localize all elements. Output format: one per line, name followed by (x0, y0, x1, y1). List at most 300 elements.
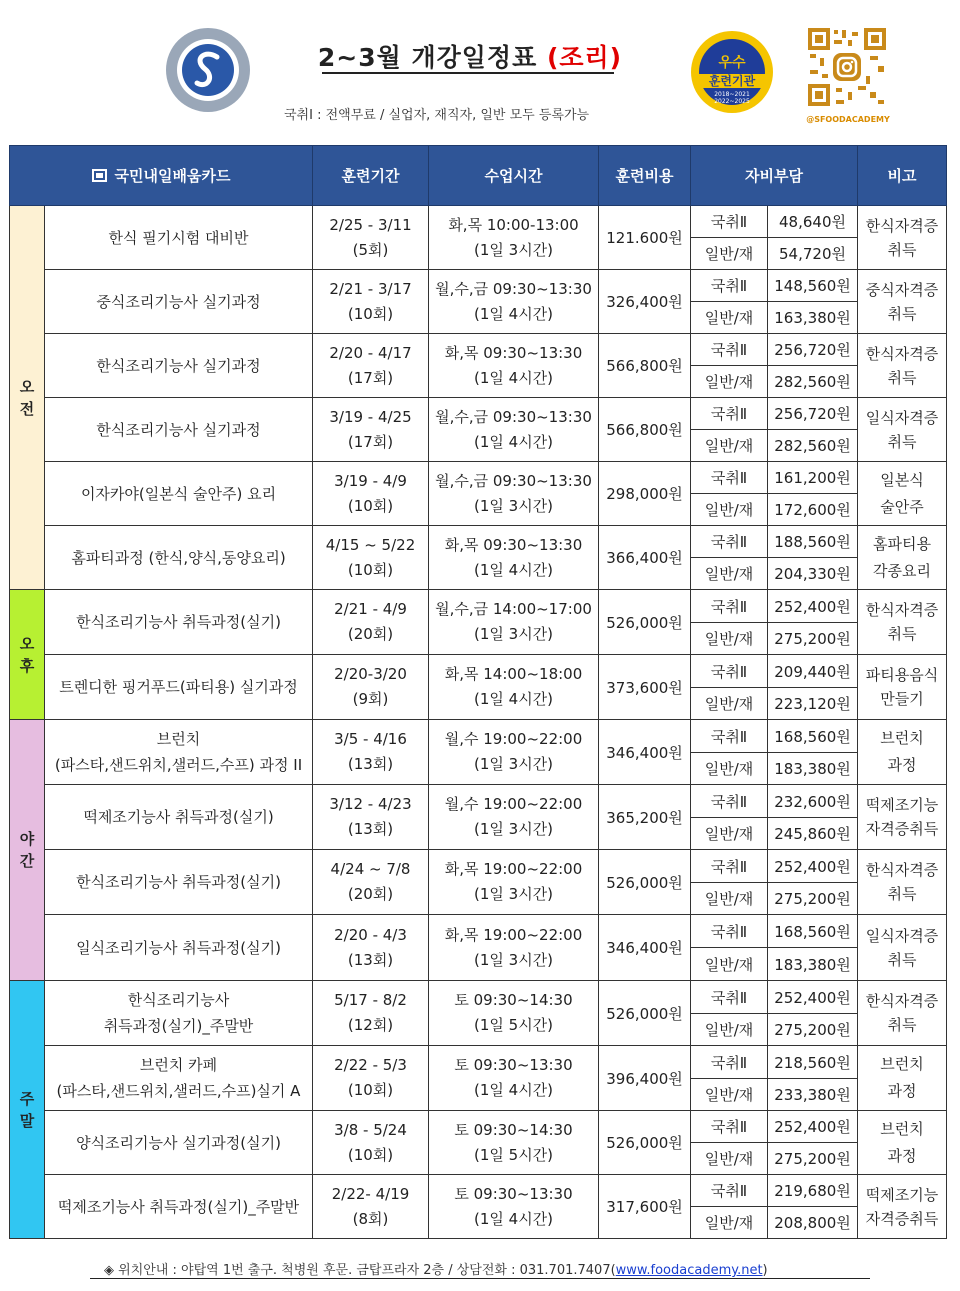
training-period (313, 1111, 429, 1175)
self-pay-type: 국취Ⅱ (691, 785, 768, 818)
text-line: 2/22- 4/19 (331, 1184, 410, 1203)
course-name (45, 850, 313, 915)
training-period (313, 915, 429, 981)
self-pay-amount: 219,680원 (768, 1175, 858, 1207)
text-line: 브런치 (880, 1055, 924, 1073)
table-row (10, 206, 947, 238)
self-pay-amount: 232,600원 (768, 785, 858, 818)
class-time (429, 462, 599, 526)
table-row (10, 1046, 947, 1079)
section-label: 주 말 (10, 981, 45, 1239)
text-line: 월,수,금 09:30~13:30 (435, 407, 592, 426)
text-line: (10회) (347, 1081, 394, 1099)
remark (858, 526, 947, 590)
class-time (429, 1111, 599, 1175)
text-line: (1일 3시간) (474, 496, 554, 515)
training-period (313, 334, 429, 398)
self-pay-amount: 245,860원 (768, 818, 858, 850)
text-line: 2/22 - 5/3 (334, 1056, 407, 1074)
self-pay-amount: 172,600원 (768, 494, 858, 526)
text-line: 취득 (887, 304, 917, 323)
footer-close: ) (762, 1263, 768, 1278)
self-pay-type: 국취Ⅱ (691, 720, 768, 753)
self-pay-amount: 256,720원 (768, 334, 858, 366)
self-pay-amount: 223,120원 (768, 688, 858, 720)
self-pay-type: 일반/재 (691, 948, 768, 981)
text-line: 한식자격증 (865, 992, 939, 1010)
self-pay-amount: 275,200원 (768, 883, 858, 915)
section-label: 오 전 (10, 206, 45, 590)
text-line: 한식조리기능사 (127, 991, 230, 1009)
text-line: 과정 (887, 1082, 917, 1100)
self-pay-type: 국취Ⅱ (691, 590, 768, 623)
self-pay-type: 국취Ⅱ (691, 270, 768, 302)
class-time (429, 981, 599, 1046)
text-line: (1일 3시간) (474, 820, 554, 838)
course-name (45, 334, 313, 398)
self-pay-amount: 148,560원 (768, 270, 858, 302)
table-row (10, 526, 947, 558)
self-pay-amount: 168,560원 (768, 915, 858, 948)
remark (858, 1175, 947, 1239)
table-row (10, 462, 947, 494)
text-line: 월,수,금 09:30~13:30 (435, 279, 592, 298)
table-row (10, 981, 947, 1014)
training-cost: 121.600원 (599, 206, 691, 270)
text-line: 화,목 09:30~13:30 (444, 343, 583, 362)
course-name (45, 1175, 313, 1239)
text-line: 3/19 - 4/25 (329, 407, 412, 426)
training-period (313, 206, 429, 270)
text-line: 월,수,금 09:30~13:30 (435, 471, 592, 490)
self-pay-type: 일반/재 (691, 238, 768, 270)
training-period (313, 590, 429, 655)
self-pay-amount: 204,330원 (768, 558, 858, 590)
text-line: 떡제조기능사 취득과정(실기) (83, 808, 274, 826)
self-pay-type: 일반/재 (691, 1079, 768, 1111)
badge-top-text: 우수 (718, 55, 746, 71)
text-line: 한식조리기능사 취득과정(실기) (76, 613, 281, 631)
remark (858, 785, 947, 850)
text-line: 화,목 19:00~22:00 (444, 860, 583, 878)
text-line: 5/17 - 8/2 (334, 991, 407, 1009)
training-cost: 526,000원 (599, 850, 691, 915)
text-line: 한식 필기시험 대비반 (108, 228, 249, 247)
text-line: 화,목 14:00~18:00 (444, 665, 583, 683)
remark (858, 850, 947, 915)
text-line: (10회) (347, 1145, 394, 1164)
remark (858, 915, 947, 981)
title-category: (조리) (546, 43, 623, 72)
badge-years-text: 2018~2021 (714, 91, 750, 98)
self-pay-type: 국취Ⅱ (691, 334, 768, 366)
text-line: (1일 3시간) (474, 950, 554, 969)
text-line: 토 09:30~13:30 (454, 1184, 573, 1203)
instagram-handle: @SFOODACADEMY (806, 115, 890, 124)
text-line: 브런치 (156, 730, 201, 748)
training-period (313, 1175, 429, 1239)
self-pay-type: 국취Ⅱ (691, 1046, 768, 1079)
schedule-table (9, 145, 947, 1239)
course-name (45, 206, 313, 270)
training-cost: 566,800원 (599, 334, 691, 398)
text-line: 취득 (887, 950, 917, 969)
remark (858, 981, 947, 1046)
course-name (45, 398, 313, 462)
text-line: 홈파티용 (873, 534, 931, 553)
text-line: (5회) (352, 240, 389, 259)
self-pay-type: 국취Ⅱ (691, 655, 768, 688)
text-line: 양식조리기능사 실기과정(실기) (76, 1133, 281, 1152)
self-pay-amount: 233,380원 (768, 1079, 858, 1111)
text-line: (1일 3시간) (474, 240, 554, 259)
self-pay-amount: 48,640원 (768, 206, 858, 238)
self-pay-type: 일반/재 (691, 623, 768, 655)
table-row (10, 785, 947, 818)
text-line: (10회) (347, 496, 394, 515)
remark (858, 334, 947, 398)
self-pay-amount: 183,380원 (768, 753, 858, 785)
text-line: 월,수 19:00~22:00 (444, 730, 583, 748)
self-pay-amount: 282,560원 (768, 366, 858, 398)
text-line: 한식조리기능사 실기과정 (96, 356, 261, 375)
course-name (45, 526, 313, 590)
course-name (45, 720, 313, 785)
class-time (429, 334, 599, 398)
self-pay-type: 일반/재 (691, 558, 768, 590)
training-period (313, 850, 429, 915)
text-line: 일본식 (880, 470, 924, 489)
self-pay-amount: 282,560원 (768, 430, 858, 462)
section-label: 야 간 (10, 720, 45, 981)
text-line: (13회) (347, 950, 394, 969)
text-line: 중식조리기능사 실기과정 (96, 292, 261, 311)
text-line: (13회) (347, 755, 394, 773)
text-line: (파스타,샌드위치,샐러드,수프)실기 A (56, 1082, 301, 1100)
text-line: 각종요리 (873, 561, 931, 580)
footer-info (104, 1259, 768, 1278)
text-line: 취득 (887, 432, 917, 451)
title-underline (322, 72, 614, 74)
training-cost: 566,800원 (599, 398, 691, 462)
text-line: 화,목 09:30~13:30 (444, 535, 583, 554)
text-line: 트렌디한 핑거푸드(파티용) 실기과정 (59, 678, 298, 696)
table-row (10, 334, 947, 366)
training-cost: 396,400원 (599, 1046, 691, 1111)
text-line: 취득 (887, 625, 917, 643)
text-line: 한식조리기능사 취득과정(실기) (76, 873, 281, 891)
training-period (313, 785, 429, 850)
header-note: 비고 (858, 146, 947, 206)
self-pay-type: 일반/재 (691, 753, 768, 785)
self-pay-amount: 275,200원 (768, 1143, 858, 1175)
subtitle: 국취Ⅰ : 전액무료 / 실업자, 재직자, 일반 모두 등록가능 (284, 108, 590, 123)
text-line: (파스타,샌드위치,샐러드,수프) 과정 II (54, 756, 303, 774)
course-name (45, 590, 313, 655)
text-line: 토 09:30~14:30 (454, 991, 573, 1009)
text-line: 한식자격증 (865, 601, 939, 619)
text-line: 월,수 19:00~22:00 (444, 795, 583, 813)
text-line: 2/20-3/20 (334, 665, 407, 683)
class-time (429, 398, 599, 462)
text-line: (1일 4시간) (474, 560, 554, 579)
self-pay-amount: 252,400원 (768, 590, 858, 623)
text-line: 2/21 - 3/17 (329, 279, 412, 298)
training-cost: 346,400원 (599, 915, 691, 981)
self-pay-amount: 54,720원 (768, 238, 858, 270)
self-pay-type: 일반/재 (691, 430, 768, 462)
text-line: 취득 (887, 1016, 917, 1034)
text-line: 2/25 - 3/11 (329, 215, 412, 234)
text-line: (9회) (352, 690, 389, 708)
self-pay-type: 국취Ⅱ (691, 1175, 768, 1207)
text-line: 토 09:30~13:30 (454, 1056, 573, 1074)
self-pay-type: 일반/재 (691, 1014, 768, 1046)
text-line: 떡제조기능 (865, 1185, 939, 1204)
remark (858, 462, 947, 526)
text-line: (8회) (352, 1209, 389, 1228)
course-name (45, 981, 313, 1046)
text-line: 한식자격증 (865, 861, 939, 879)
text-line: (10회) (347, 304, 394, 323)
text-line: 일식조리기능사 취득과정(실기) (76, 938, 281, 957)
text-line: (1일 4시간) (474, 690, 554, 708)
text-line: 토 09:30~14:30 (454, 1120, 573, 1139)
self-pay-type: 일반/재 (691, 818, 768, 850)
text-line: 한식자격증 (865, 344, 939, 363)
self-pay-type: 일반/재 (691, 1207, 768, 1239)
text-line: 자격증취득 (865, 1209, 939, 1228)
course-name (45, 1046, 313, 1111)
text-line: 일식자격증 (865, 408, 939, 427)
training-cost: 298,000원 (599, 462, 691, 526)
text-line: (17회) (347, 368, 394, 387)
text-line: 3/5 - 4/16 (334, 730, 407, 748)
text-line: 홈파티과정 (한식,양식,동양요리) (71, 548, 286, 567)
academy-logo (165, 27, 251, 113)
self-pay-amount: 275,200원 (768, 1014, 858, 1046)
remark (858, 206, 947, 270)
text-line: (1일 4시간) (474, 304, 554, 323)
text-line: 자격증취득 (865, 820, 939, 838)
training-period (313, 655, 429, 720)
header (0, 0, 960, 140)
self-pay-amount: 275,200원 (768, 623, 858, 655)
remark (858, 720, 947, 785)
text-line: 월,수,금 14:00~17:00 (435, 600, 592, 618)
self-pay-type: 일반/재 (691, 302, 768, 334)
table-row (10, 915, 947, 948)
training-period (313, 526, 429, 590)
training-period (313, 398, 429, 462)
self-pay-amount: 218,560원 (768, 1046, 858, 1079)
self-pay-amount: 161,200원 (768, 462, 858, 494)
badge-years2-text: 2022~2025 (714, 98, 750, 105)
self-pay-amount: 252,400원 (768, 981, 858, 1014)
table-row (10, 655, 947, 688)
section-label: 오 후 (10, 590, 45, 720)
training-cost: 526,000원 (599, 590, 691, 655)
text-line: 3/19 - 4/9 (334, 471, 407, 490)
self-pay-amount: 252,400원 (768, 850, 858, 883)
class-time (429, 655, 599, 720)
text-line: (1일 4시간) (474, 432, 554, 451)
self-pay-amount: 183,380원 (768, 948, 858, 981)
text-line: (17회) (347, 432, 394, 451)
training-cost: 526,000원 (599, 1111, 691, 1175)
header-cost: 훈련비용 (599, 146, 691, 206)
text-line: 과정 (887, 756, 917, 774)
table-row (10, 720, 947, 753)
self-pay-type: 국취Ⅱ (691, 981, 768, 1014)
card-icon (92, 169, 107, 182)
footer-location: ◈ 위치안내 : 야탑역 1번 출구. 척병원 후문. 금탑프라자 2층 / 상담전화 : 031.701.7407( (104, 1263, 616, 1278)
text-line: 브런치 카페 (139, 1056, 218, 1074)
course-name (45, 462, 313, 526)
remark (858, 655, 947, 720)
training-cost: 373,600원 (599, 655, 691, 720)
self-pay-type: 국취Ⅱ (691, 526, 768, 558)
self-pay-type: 국취Ⅱ (691, 915, 768, 948)
text-line: 취득과정(실기)_주말반 (103, 1017, 254, 1035)
text-line: 파티용음식 (865, 666, 939, 684)
table-row (10, 590, 947, 623)
table-row (10, 850, 947, 883)
text-line: (1일 4시간) (474, 1081, 554, 1099)
self-pay-type: 국취Ⅱ (691, 206, 768, 238)
table-row (10, 1175, 947, 1207)
course-name (45, 1111, 313, 1175)
text-line: (20회) (347, 885, 394, 903)
header-self-pay: 자비부담 (691, 146, 858, 206)
class-time (429, 270, 599, 334)
training-period (313, 462, 429, 526)
class-time (429, 1046, 599, 1111)
self-pay-type: 국취Ⅱ (691, 850, 768, 883)
self-pay-type: 일반/재 (691, 883, 768, 915)
text-line: (20회) (347, 625, 394, 643)
training-period (313, 1046, 429, 1111)
text-line: 화,목 10:00-13:00 (448, 215, 579, 234)
text-line: 떡제조기능사 취득과정(실기)_주말반 (57, 1197, 300, 1216)
table-row (10, 1111, 947, 1143)
course-name (45, 785, 313, 850)
page-title (290, 38, 650, 74)
text-line: 취득 (887, 368, 917, 387)
self-pay-amount: 209,440원 (768, 655, 858, 688)
text-line: 취득 (887, 885, 917, 903)
text-line: 취득 (887, 240, 917, 259)
self-pay-amount: 208,800원 (768, 1207, 858, 1239)
text-line: (1일 4시간) (474, 368, 554, 387)
self-pay-type: 국취Ⅱ (691, 462, 768, 494)
text-line: 술안주 (880, 497, 924, 516)
text-line: 과정 (887, 1146, 917, 1165)
text-line: 한식자격증 (865, 216, 939, 235)
header-period: 훈련기간 (313, 146, 429, 206)
training-cost: 366,400원 (599, 526, 691, 590)
text-line: (1일 3시간) (474, 755, 554, 773)
footer-underline (90, 1278, 870, 1279)
text-line: (1일 3시간) (474, 625, 554, 643)
text-line: (1일 3시간) (474, 885, 554, 903)
text-line: 2/21 - 4/9 (334, 600, 407, 618)
text-line: (1일 5시간) (474, 1016, 554, 1034)
text-line: 중식자격증 (865, 280, 939, 299)
class-time (429, 590, 599, 655)
text-line: 2/20 - 4/17 (329, 343, 412, 362)
table-row (10, 270, 947, 302)
self-pay-amount: 168,560원 (768, 720, 858, 753)
excellence-badge-icon (690, 30, 774, 114)
text-line: 브런치 (880, 729, 924, 747)
text-line: 일식자격증 (865, 926, 939, 945)
training-cost: 365,200원 (599, 785, 691, 850)
remark (858, 590, 947, 655)
header-card-label: 국민내일배움카드 (114, 167, 231, 185)
self-pay-type: 일반/재 (691, 366, 768, 398)
remark (858, 1046, 947, 1111)
self-pay-amount: 188,560원 (768, 526, 858, 558)
self-pay-amount: 252,400원 (768, 1111, 858, 1143)
class-time (429, 1175, 599, 1239)
header-card (10, 146, 313, 206)
class-time (429, 206, 599, 270)
text-line: 4/15 ~ 5/22 (325, 535, 416, 554)
text-line: 떡제조기능 (865, 796, 939, 814)
badge-mid-text: 훈련기관 (708, 74, 756, 88)
class-time (429, 526, 599, 590)
self-pay-type: 일반/재 (691, 688, 768, 720)
training-cost: 326,400원 (599, 270, 691, 334)
course-name (45, 270, 313, 334)
text-line: (10회) (347, 560, 394, 579)
text-line: 화,목 19:00~22:00 (444, 925, 583, 944)
self-pay-amount: 163,380원 (768, 302, 858, 334)
text-line: 한식조리기능사 실기과정 (96, 420, 261, 439)
remark (858, 270, 947, 334)
qr-code-icon[interactable] (806, 26, 888, 108)
remark (858, 398, 947, 462)
header-time: 수업시간 (429, 146, 599, 206)
self-pay-type: 국취Ⅱ (691, 398, 768, 430)
self-pay-type: 국취Ⅱ (691, 1111, 768, 1143)
title-main: 2~3월 개강일정표 (317, 43, 538, 72)
training-period (313, 270, 429, 334)
text-line: 이자카야(일본식 술안주) 요리 (80, 484, 277, 503)
training-period (313, 720, 429, 785)
class-time (429, 850, 599, 915)
self-pay-type: 일반/재 (691, 1143, 768, 1175)
remark (858, 1111, 947, 1175)
text-line: 3/8 - 5/24 (334, 1120, 407, 1139)
training-period (313, 981, 429, 1046)
text-line: (1일 5시간) (474, 1145, 554, 1164)
course-name (45, 655, 313, 720)
text-line: (1일 4시간) (474, 1209, 554, 1228)
table-header-row (10, 146, 947, 206)
training-cost: 317,600원 (599, 1175, 691, 1239)
self-pay-type: 일반/재 (691, 494, 768, 526)
class-time (429, 915, 599, 981)
text-line: 2/20 - 4/3 (334, 925, 407, 944)
training-cost: 526,000원 (599, 981, 691, 1046)
text-line: 브런치 (880, 1119, 924, 1138)
text-line: 4/24 ~ 7/8 (330, 860, 411, 878)
table-row (10, 398, 947, 430)
self-pay-amount: 256,720원 (768, 398, 858, 430)
website-link[interactable]: www.foodacademy.net (615, 1263, 763, 1278)
